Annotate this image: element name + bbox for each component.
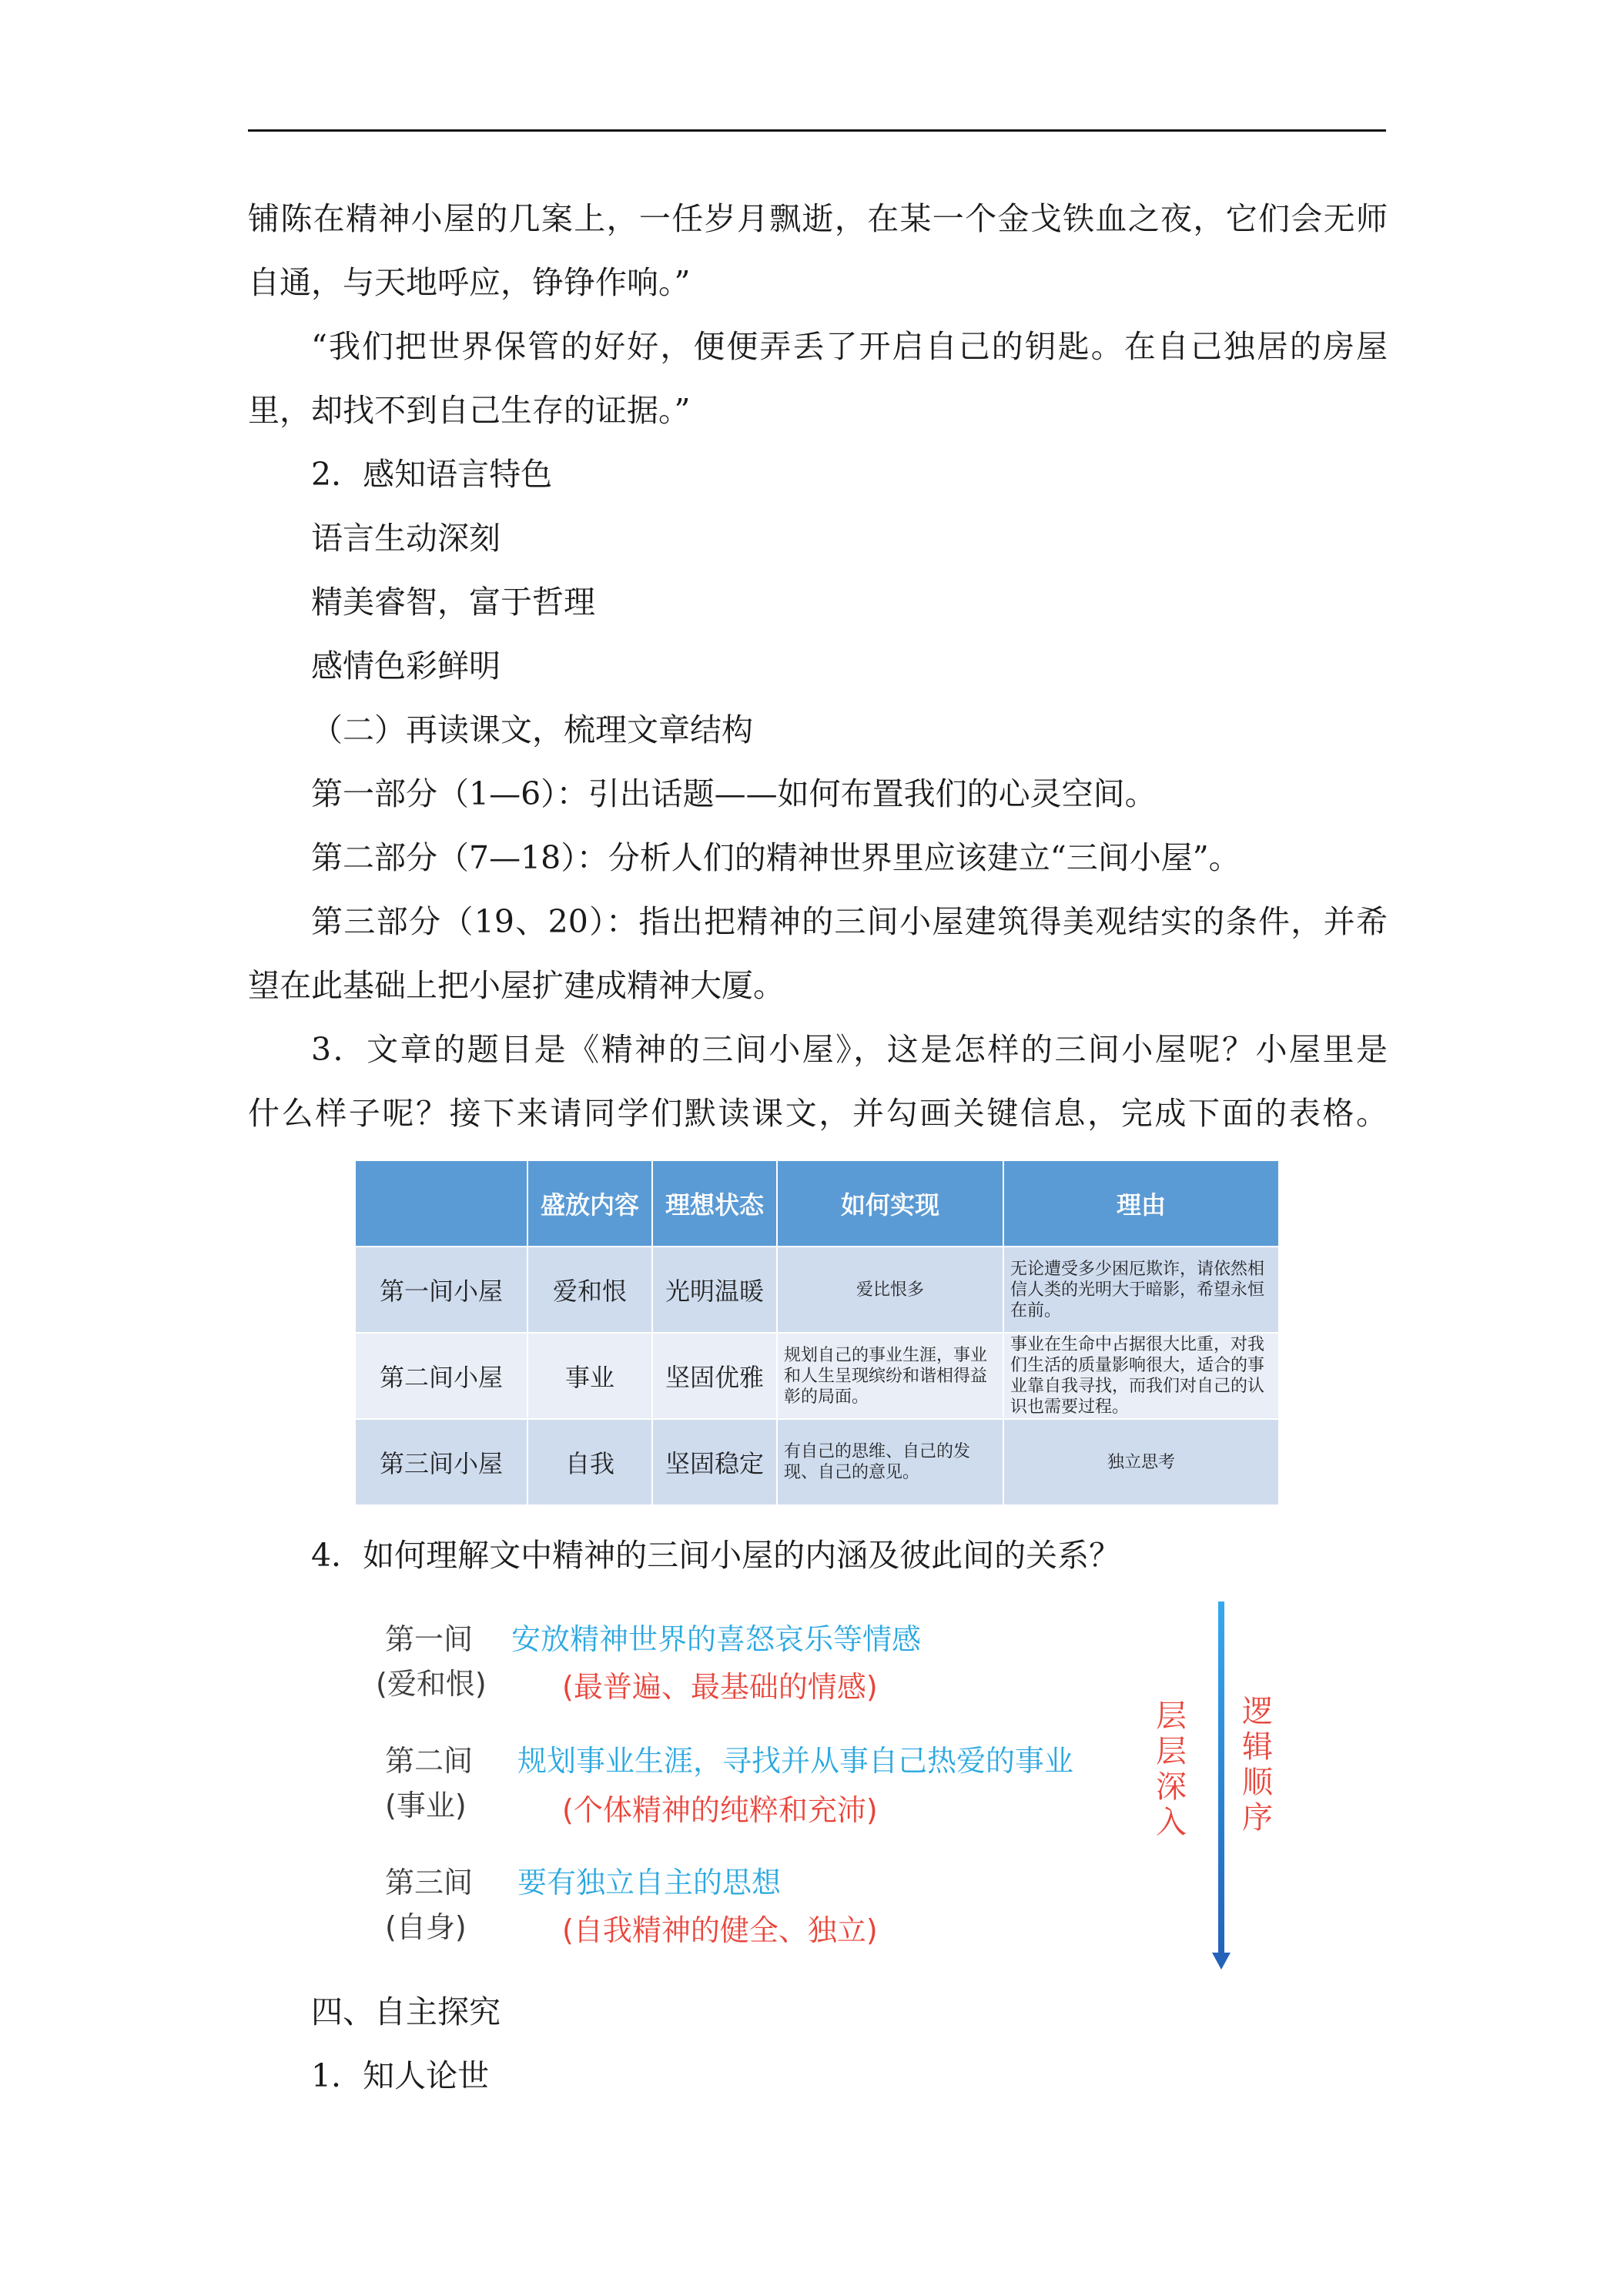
rooms-relationship-diagram (370, 1602, 1273, 1971)
table-cell: 第二间小屋 (356, 1332, 528, 1418)
down-arrow-icon (1206, 1602, 1237, 1971)
paragraph-line: 铺陈在精神小屋的几案上，一任岁月飘逝，在某一个金戈铁血之夜，它们会无师 (248, 200, 1388, 237)
paragraph-line: 自通，与天地呼应，铮铮作响。” (248, 264, 691, 301)
logic-order-label: 逻辑顺序 (1242, 1694, 1273, 1836)
room-note: (个体精神的纯粹和充沛) (562, 1793, 878, 1827)
paragraph-line: 第二部分（7—18）：分析人们的精神世界里应该建立“三间小屋”。 (311, 839, 1241, 876)
section-heading: 2．感知语言特色 (311, 456, 553, 493)
progression-label: 层层深入 (1156, 1699, 1187, 1840)
room-description: 规划事业生涯，寻找并从事自己热爱的事业 (517, 1744, 1074, 1778)
room-description: 安放精神世界的喜怒哀乐等情感 (511, 1622, 922, 1656)
paragraph-line: 语言生动深刻 (311, 520, 501, 557)
table-header-cell: 理由 (1004, 1161, 1280, 1246)
table-header-cell: 盛放内容 (528, 1161, 653, 1246)
section-heading: 四、自主探究 (311, 1993, 501, 2030)
table-cell: 自我 (528, 1418, 653, 1504)
paragraph-line: 望在此基础上把小屋扩建成精神大厦。 (248, 967, 785, 1004)
header-rule (248, 129, 1386, 132)
table-header-row (356, 1161, 1280, 1246)
room-note: (自我精神的健全、独立) (562, 1913, 878, 1947)
room-subtitle: (事业) (385, 1789, 467, 1822)
table-row (356, 1418, 1280, 1504)
table-row (356, 1332, 1280, 1418)
table-cell: 规划自己的事业生涯，事业和人生呈现缤纷和谐相得益彰的局面。 (778, 1332, 1004, 1418)
room-subtitle: (自身) (385, 1910, 467, 1944)
table-cell: 事业 (528, 1332, 653, 1418)
table-cell: 无论遭受多少困厄欺诈，请依然相信人类的光明大于暗影，希望永恒在前。 (1004, 1246, 1280, 1332)
room-description: 要有独立自主的思想 (517, 1866, 782, 1899)
table-header-cell (356, 1161, 528, 1246)
paragraph-line: 感情色彩鲜明 (311, 648, 501, 684)
room-name: 第二间 (385, 1744, 474, 1778)
rooms-table (356, 1161, 1280, 1504)
paragraph-line: 第三部分（19、20）：指出把精神的三间小屋建筑得美观结实的条件，并希 (311, 903, 1388, 940)
paragraph-line: 第一部分（1—6）：引出话题——如何布置我们的心灵空间。 (311, 775, 1157, 812)
table-cell: 第一间小屋 (356, 1246, 528, 1332)
room-name: 第三间 (385, 1866, 474, 1899)
room-subtitle: (爱和恨) (376, 1667, 487, 1701)
paragraph-line: 里，却找不到自己生存的证据。” (248, 392, 691, 429)
question-line: 4．如何理解文中精神的三间小屋的内涵及彼此间的关系？ (311, 1537, 1121, 1574)
section-heading: （二）再读课文，梳理文章结构 (311, 711, 753, 748)
paragraph-line: “我们把世界保管的好好，便便弄丢了开启自己的钥匙。在自己独居的房屋 (311, 328, 1388, 365)
table-cell: 爱比恨多 (778, 1246, 1004, 1332)
table-header-cell: 理想状态 (653, 1161, 778, 1246)
room-note: (最普遍、最基础的情感) (562, 1670, 878, 1704)
paragraph-line: 精美睿智，富于哲理 (311, 584, 595, 621)
table-cell: 有自己的思维、自己的发现、自己的意见。 (778, 1418, 1004, 1504)
table-cell: 爱和恨 (528, 1246, 653, 1332)
table-cell: 坚固优雅 (653, 1332, 778, 1418)
table-cell: 光明温暖 (653, 1246, 778, 1332)
table-cell: 独立思考 (1004, 1418, 1280, 1504)
table-cell: 事业在生命中占据很大比重，对我们生活的质量影响很大，适合的事业靠自我寻找，而我们对自己的认识也需要过程。 (1004, 1332, 1280, 1418)
table-row (356, 1246, 1280, 1332)
section-heading: 1．知人论世 (311, 2057, 490, 2094)
paragraph-line: 什么样子呢？接下来请同学们默读课文，并勾画关键信息，完成下面的表格。 (248, 1095, 1388, 1132)
room-name: 第一间 (385, 1622, 474, 1656)
table-cell: 坚固稳定 (653, 1418, 778, 1504)
table-cell: 第三间小屋 (356, 1418, 528, 1504)
paragraph-line: 3．文章的题目是《精神的三间小屋》，这是怎样的三间小屋呢？小屋里是 (311, 1031, 1388, 1068)
table-header-cell: 如何实现 (778, 1161, 1004, 1246)
